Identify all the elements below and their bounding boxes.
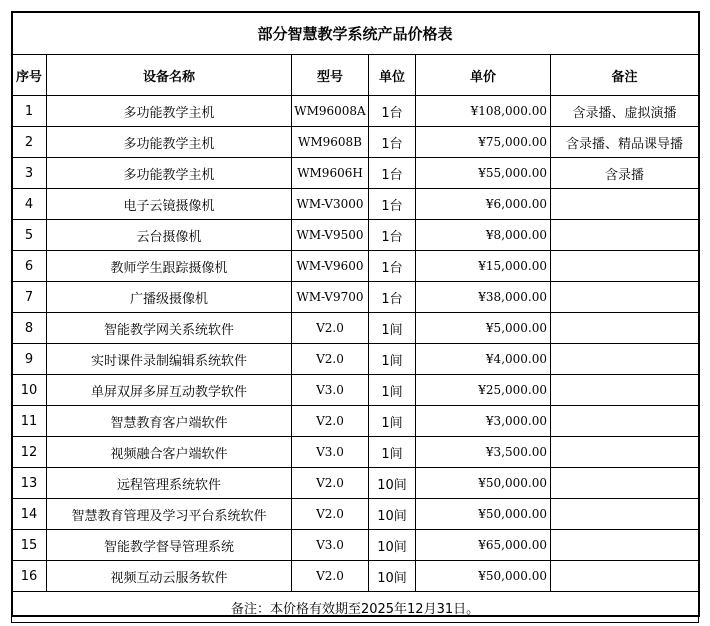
footer-note: 备注：本价格有效期至2025年12月31日。 [12,592,699,623]
cell-no: 7 [12,282,47,313]
table-row [12,561,699,592]
cell-price: ¥108,000.00 [416,96,551,127]
header-no: 序号 [12,55,47,96]
cell-unit: 1台 [369,282,416,313]
cell-unit: 1台 [369,189,416,220]
cell-name: 实时课件录制编辑系统软件 [47,344,292,375]
cell-unit: 1台 [369,127,416,158]
cell-name: 智慧教育客户端软件 [47,406,292,437]
cell-no: 8 [12,313,47,344]
cell-name: 智能教学网关系统软件 [47,313,292,344]
cell-unit: 1间 [369,313,416,344]
cell-name: 广播级摄像机 [47,282,292,313]
cell-no: 2 [12,127,47,158]
cell-model: V3.0 [292,437,369,468]
table-row [12,158,699,189]
header-model: 型号 [292,55,369,96]
cell-name: 智慧教育管理及学习平台系统软件 [47,499,292,530]
table-row [12,96,699,127]
cell-model: V2.0 [292,406,369,437]
cell-model: V2.0 [292,561,369,592]
cell-unit: 1台 [369,251,416,282]
cell-note: 含录播 [551,158,699,189]
table-row [12,344,699,375]
cell-name: 视频互动云服务软件 [47,561,292,592]
cell-note [551,282,699,313]
cell-model: V2.0 [292,468,369,499]
cell-price: ¥15,000.00 [416,251,551,282]
cell-note [551,251,699,282]
cell-note [551,344,699,375]
cell-name: 单屏双屏多屏互动教学软件 [47,375,292,406]
header-row [12,55,699,96]
cell-no: 6 [12,251,47,282]
cell-no: 12 [12,437,47,468]
cell-no: 5 [12,220,47,251]
cell-model: WM-V3000 [292,189,369,220]
cell-price: ¥5,000.00 [416,313,551,344]
cell-model: WM-V9700 [292,282,369,313]
cell-price: ¥3,500.00 [416,437,551,468]
cell-note [551,313,699,344]
cell-note [551,499,699,530]
cell-name: 智能教学督导管理系统 [47,530,292,561]
cell-model: WM-V9600 [292,251,369,282]
table-row [12,375,699,406]
header-note: 备注 [551,55,699,96]
cell-model: WM-V9500 [292,220,369,251]
cell-unit: 1台 [369,220,416,251]
cell-name: 多功能教学主机 [47,158,292,189]
table-title: 部分智慧教学系统产品价格表 [12,12,699,55]
cell-note: 含录播、虚拟演播 [551,96,699,127]
cell-model: V3.0 [292,375,369,406]
cell-name: 电子云镜摄像机 [47,189,292,220]
header-unit: 单位 [369,55,416,96]
table-row [12,406,699,437]
cell-price: ¥8,000.00 [416,220,551,251]
cell-unit: 1间 [369,375,416,406]
header-name: 设备名称 [47,55,292,96]
cell-price: ¥75,000.00 [416,127,551,158]
table-row [12,468,699,499]
cell-no: 4 [12,189,47,220]
cell-note [551,406,699,437]
cell-note [551,530,699,561]
cell-name: 教师学生跟踪摄像机 [47,251,292,282]
cell-model: V3.0 [292,530,369,561]
table-row [12,251,699,282]
cell-model: WM96008A [292,96,369,127]
cell-price: ¥50,000.00 [416,499,551,530]
cell-model: V2.0 [292,344,369,375]
cell-price: ¥6,000.00 [416,189,551,220]
table-row [12,220,699,251]
cell-note [551,468,699,499]
cell-no: 11 [12,406,47,437]
cell-unit: 1间 [369,344,416,375]
table-row [12,127,699,158]
table-row [12,313,699,344]
cell-note: 含录播、精品课导播 [551,127,699,158]
table-row [12,530,699,561]
cell-name: 多功能教学主机 [47,96,292,127]
cell-model: WM9608B [292,127,369,158]
cell-note [551,561,699,592]
table-row [12,437,699,468]
cell-unit: 1台 [369,96,416,127]
cell-unit: 1台 [369,158,416,189]
cell-unit: 10间 [369,499,416,530]
table-row [12,499,699,530]
cell-unit: 10间 [369,561,416,592]
cell-name: 视频融合客户端软件 [47,437,292,468]
price-table [11,11,699,623]
cell-price: ¥50,000.00 [416,561,551,592]
cell-unit: 1间 [369,437,416,468]
cell-no: 10 [12,375,47,406]
cell-unit: 10间 [369,468,416,499]
cell-price: ¥55,000.00 [416,158,551,189]
cell-unit: 1间 [369,406,416,437]
cell-no: 9 [12,344,47,375]
cell-model: V2.0 [292,499,369,530]
cell-no: 13 [12,468,47,499]
cell-price: ¥65,000.00 [416,530,551,561]
table-row [12,282,699,313]
cell-no: 16 [12,561,47,592]
header-price: 单价 [416,55,551,96]
cell-no: 14 [12,499,47,530]
cell-no: 3 [12,158,47,189]
cell-no: 1 [12,96,47,127]
cell-note [551,189,699,220]
cell-price: ¥38,000.00 [416,282,551,313]
table-row [12,189,699,220]
cell-name: 云台摄像机 [47,220,292,251]
cell-price: ¥3,000.00 [416,406,551,437]
cell-note [551,375,699,406]
cell-note [551,437,699,468]
cell-note [551,220,699,251]
cell-unit: 10间 [369,530,416,561]
cell-price: ¥4,000.00 [416,344,551,375]
cell-model: V2.0 [292,313,369,344]
cell-no: 15 [12,530,47,561]
cell-model: WM9606H [292,158,369,189]
cell-price: ¥50,000.00 [416,468,551,499]
cell-name: 多功能教学主机 [47,127,292,158]
cell-name: 远程管理系统软件 [47,468,292,499]
cell-price: ¥25,000.00 [416,375,551,406]
